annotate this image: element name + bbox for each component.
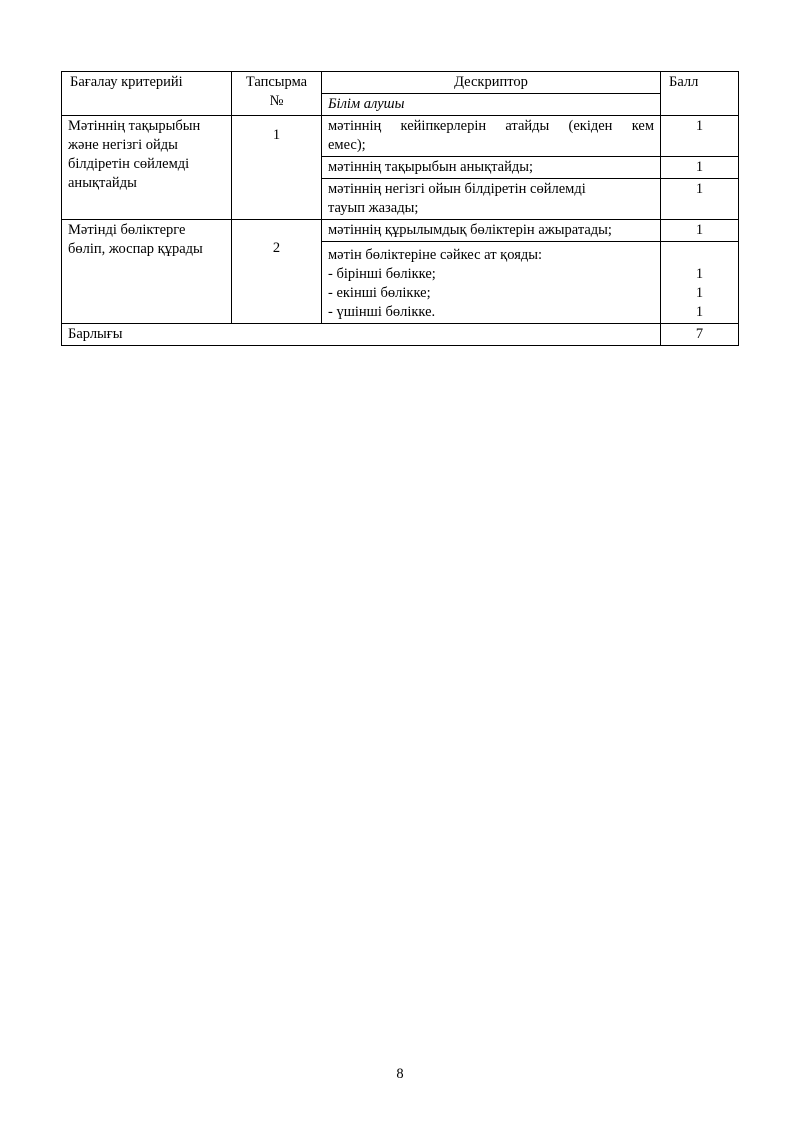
descriptor-cell — [322, 179, 661, 220]
table-row — [62, 220, 739, 242]
header-task — [232, 72, 322, 116]
descriptor-text: мәтіннің тақырыбын анықтайды; — [328, 159, 533, 175]
descriptor-text: емес); — [328, 137, 366, 153]
header-learner: Білім алушы — [322, 94, 661, 116]
descriptor-list-item: - үшінші бөлікке. — [328, 304, 436, 320]
descriptor-list-item: - екінші бөлікке; — [328, 285, 431, 301]
score-value: 1 — [695, 266, 704, 282]
descriptor-list-item: - бірінші бөлікке; — [328, 266, 436, 282]
score-value: 1 — [695, 285, 704, 301]
descriptor-text: мәтіннің негізгі ойын білдіретін сөйлемді — [328, 181, 586, 197]
score-value: 1 — [695, 304, 704, 320]
criterion-1-line: және негізгі ойды — [68, 137, 178, 153]
descriptor-cell — [322, 220, 661, 242]
task-cell-1 — [232, 116, 322, 220]
descriptor-cell — [322, 242, 661, 324]
descriptor-text: мәтін бөліктеріне сәйкес ат қояды: — [328, 247, 543, 263]
score-spacer — [667, 246, 732, 265]
criterion-2-line: Мәтінді бөліктерге — [68, 222, 186, 238]
header-criterion: Бағалау критерийі — [62, 72, 232, 116]
task-number: 2 — [272, 240, 281, 256]
header-task-number-sign: № — [269, 93, 284, 109]
score-cell: 1 — [661, 157, 739, 179]
score-cell: 1 — [661, 116, 739, 157]
criterion-1-line: білдіретін сөйлемді — [68, 156, 190, 172]
assessment-rubric-table — [61, 71, 739, 346]
score-cell — [661, 242, 739, 324]
total-score: 7 — [661, 324, 739, 346]
score-cell: 1 — [661, 220, 739, 242]
task-number: 1 — [272, 127, 281, 143]
task-cell-2 — [232, 220, 322, 324]
score-cell: 1 — [661, 179, 739, 220]
criterion-cell-1 — [62, 116, 232, 220]
page-number: 8 — [396, 1066, 404, 1082]
criterion-cell-2 — [62, 220, 232, 324]
table-row — [62, 116, 739, 157]
criterion-1-line: Мәтіннің тақырыбын — [68, 118, 201, 134]
criterion-1-line: анықтайды — [68, 175, 137, 191]
total-label: Барлығы — [62, 324, 661, 346]
descriptor-text: мәтіннің құрылымдық бөліктерін ажыратады; — [328, 222, 612, 238]
header-descriptor: Дескриптор — [322, 72, 661, 94]
table-header-row — [62, 72, 739, 94]
criterion-2-line: бөліп, жоспар құрады — [68, 241, 203, 257]
header-task-label: Тапсырма — [245, 74, 308, 90]
descriptor-cell — [322, 157, 661, 179]
table-total-row — [62, 324, 739, 346]
descriptor-text: тауып жазады; — [328, 200, 419, 216]
descriptor-text: мәтіннің кейіпкерлерін атайды (екіден кем — [328, 118, 654, 134]
header-score: Балл — [661, 72, 739, 116]
descriptor-cell — [322, 116, 661, 157]
